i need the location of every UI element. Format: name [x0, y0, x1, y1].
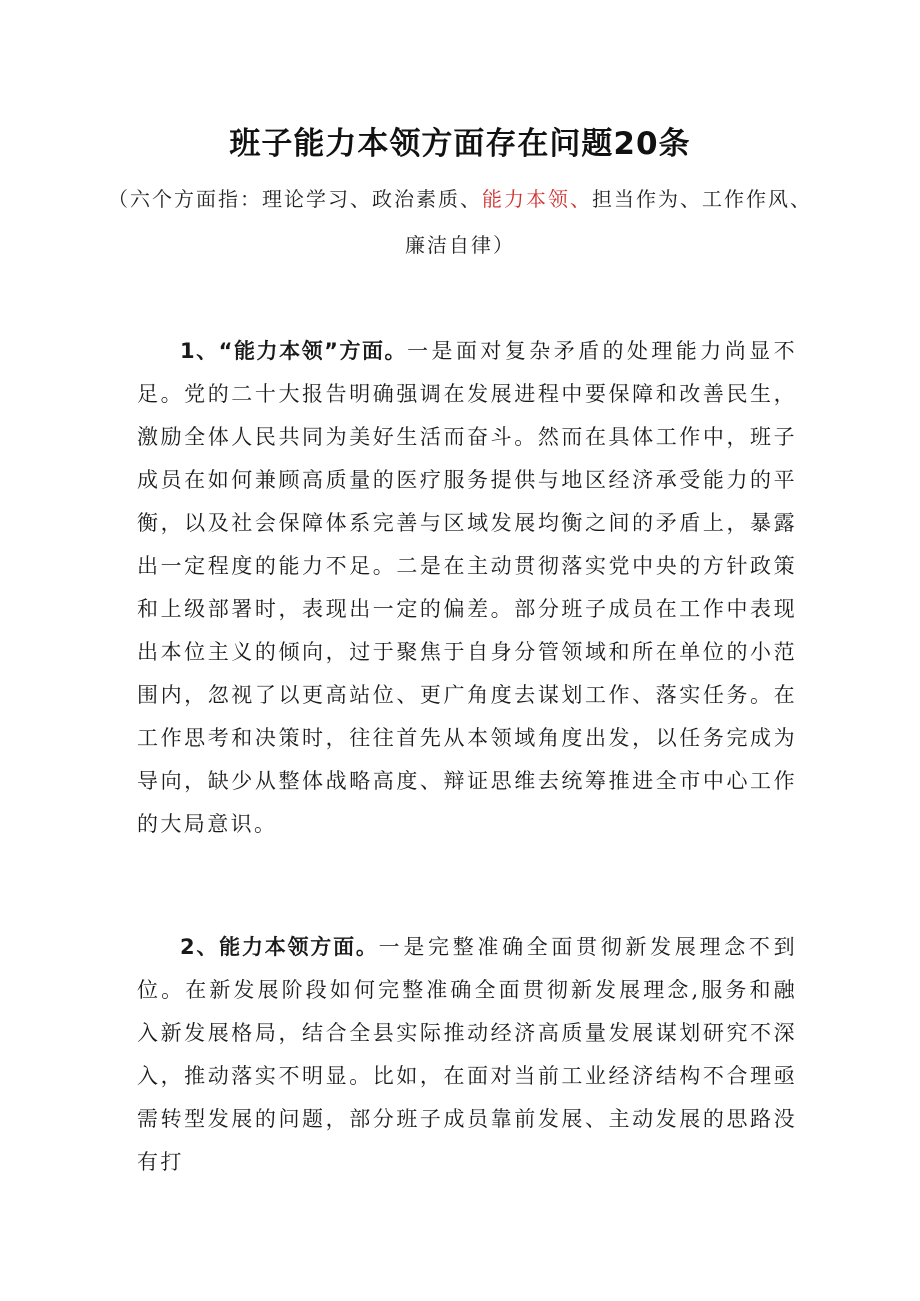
- subtitle-part-1: （六个方面指：理论学习、政治素质、: [108, 187, 482, 211]
- subtitle-highlight: 能力本领、: [482, 187, 592, 211]
- paragraph-1-heading: 1、“能力本领”方面。: [180, 339, 408, 363]
- document-title: 班子能力本领方面存在问题20条: [229, 126, 691, 162]
- document-subtitle: [100, 176, 820, 268]
- paragraph-1: [137, 330, 797, 846]
- paragraph-1-body: 一是面对复杂矛盾的处理能力尚显不足。党的二十大报告明确强调在发展进程中要保障和改善民生，激励全体人民共同为美好生活而奋斗。然而在具体工作中，班子成员在如何兼顾高质量的医疗服务提供与地区经济承受能力的平衡，以及社会保障体系完善与区域发展均衡之间的矛盾上，暴露出一定程度的能力不足。二是在主动贯彻落实党中央的方针政策和上级部署时，表现出一定的偏差。部分班子成员在工作中表现出本位主义的倾向，过于聚焦于自身分管领域和所在单位的小范围内，忽视了以更高站位、更广角度去谋划工作、落实任务。在工作思考和决策时，往往首先从本领域角度出发，以任务完成为导向，缺少从整体战略高度、辩证思维去统筹推进全市中心工作的大局意识。: [137, 339, 797, 836]
- paragraph-2-body: 一是完整准确全面贯彻新发展理念不到位。在新发展阶段如何完整准确全面贯彻新发展理念,服务和融入新发展格局，结合全县实际推动经济高质量发展谋划研究不深入，推动落实不明显。比如，在面对当前工业经济结构不合理亟需转型发展的问题，部分班子成员靠前发展、主动发展的思路没有打: [137, 935, 797, 1174]
- paragraph-2: [137, 926, 797, 1184]
- paragraph-2-heading: 2、能力本领方面。: [180, 935, 379, 959]
- subtitle-part-2: 担当作为、工作作风、廉洁自律）: [405, 187, 812, 257]
